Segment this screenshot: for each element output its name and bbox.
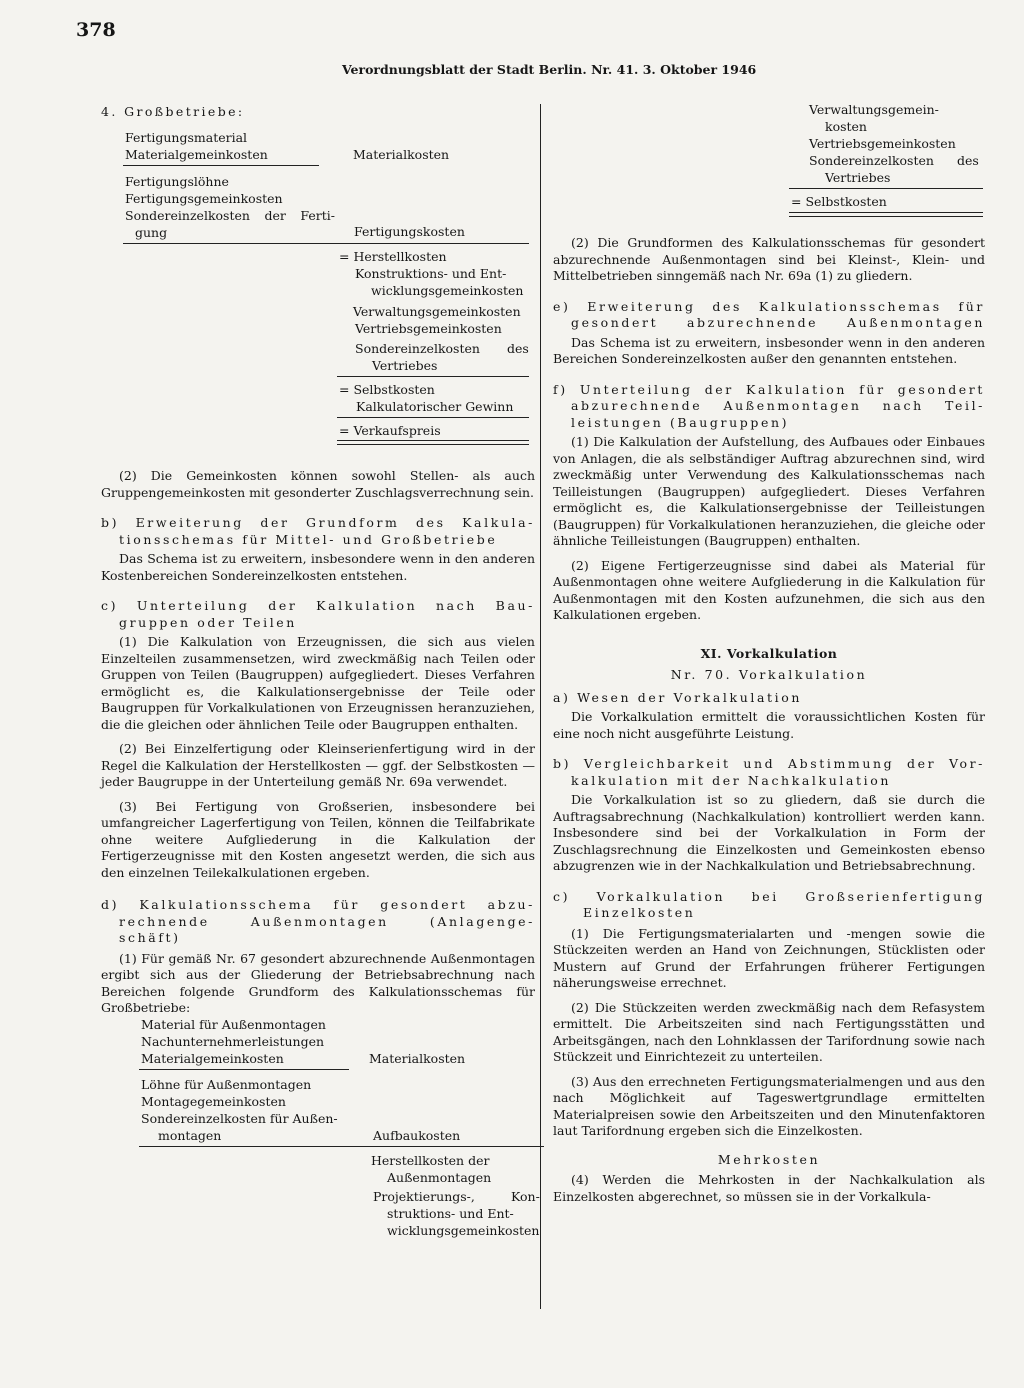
section-heading <box>553 690 985 707</box>
right-column <box>553 99 985 1205</box>
schema-result: Aufbaukosten <box>373 1127 461 1143</box>
schema-line: des <box>507 341 529 356</box>
section-heading <box>553 382 985 432</box>
paragraph: Die Vorkalkulation ermittelt die voraussichtlichen Kosten für eine noch nicht ausgeführte Leistung. <box>553 709 985 741</box>
paragraph: (1) Die Fertigungsmaterialarten und -mengen sowie die Stückzeiten werden an Hand von Zeichnungen, Stücklisten oder Mustern auf Grund der Erfahrungen früherer Fertigungen näherungsweise errechnet. <box>553 925 985 990</box>
heading-line: a) Wesen der Vorkalkulation <box>553 689 802 705</box>
schema-line: Sondereinzelkosten <box>809 153 934 168</box>
paragraph: (3) Bei Fertigung von Großserien, insbesondere bei umfangreicher Lagerfertigung von Teilen, können die Teilfabrikate ohne weitere Aufgliederung in die Kalkulation der Fertigerzeugnisse mit den Kosten angesetzt werden, die sich aus den einzelnen Teilekalkulationen ergeben. <box>101 798 535 880</box>
heading-line: b) Vergleichbarkeit und Abstimmung der Vor- <box>553 756 985 771</box>
schema-heading: 4. Großbetriebe: <box>101 104 245 119</box>
schema-result: Materialkosten <box>353 147 450 162</box>
paragraph: Das Schema ist zu erweitern, insbesondere wenn in den anderen Kostenbereichen Sondereinzelkosten entstehen. <box>101 551 535 583</box>
schema-result: Fertigungskosten <box>354 224 465 239</box>
schema-line: struktions- und Ent- <box>387 1205 514 1221</box>
heading-line: gruppen oder Teilen <box>119 614 297 630</box>
schema-line: Außenmontagen <box>387 1169 492 1185</box>
schema-item: Fertigungsmaterial <box>125 130 248 145</box>
schema-item: Nachunternehmerleistungen <box>141 1033 325 1049</box>
heading-line: schäft) <box>119 930 181 945</box>
schema-line: wicklungsgemeinkosten <box>387 1222 540 1238</box>
heading-line: f) Unterteilung der Kalkulation für gesondert <box>553 381 985 397</box>
schema-line: Vertriebes <box>372 358 438 373</box>
schema-line: wicklungsgemeinkosten <box>371 283 524 298</box>
schema-line: = Herstellkosten <box>339 249 447 264</box>
column-divider <box>540 104 541 1309</box>
sum-line <box>337 376 529 377</box>
double-line <box>789 212 983 217</box>
sum-line <box>123 243 529 244</box>
heading-line: abzurechnende Außenmontagen nach Teil- <box>571 398 985 413</box>
schema-line: des <box>957 153 979 168</box>
paragraph: (2) Eigene Fertigerzeugnisse sind dabei als Material für Außenmontagen ohne weitere Aufgliederung in die Kalkulation für Außenmontagen mit den Kosten aufzunehmen, die sich aus den Kalkulationen ergeben. <box>553 557 985 622</box>
schema-item: montagen <box>158 1127 222 1143</box>
heading-line: rechnende Außenmontagen (Anlagenge- <box>119 913 535 929</box>
schema-item: Löhne für Außenmontagen <box>141 1076 312 1092</box>
heading-line: c) Vorkalkulation bei Großserienfertigung <box>553 888 985 904</box>
sum-line <box>789 188 983 189</box>
section-heading <box>101 897 535 947</box>
schema-line: Kon- <box>511 1188 540 1204</box>
paragraph: Das Schema ist zu erweitern, insbesonder wenn in den anderen Bereichen Sondereinzelkosten außer den genannten entstehen. <box>553 334 985 366</box>
schema-item: Fertigungsgemeinkosten <box>125 191 283 206</box>
heading-line: kalkulation mit der Nachkalkulation <box>571 772 892 788</box>
schema-line: = Selbstkosten <box>791 194 887 209</box>
schema-line: Verwaltungsgemein- <box>809 102 939 117</box>
sum-line <box>139 1146 544 1147</box>
left-column <box>101 104 540 1238</box>
paragraph: (2) Die Grundformen des Kalkulationsschemas für gesondert abzurechnende Außenmontagen sind bei Kleinst-, Klein- und Mittelbetrieben sinngemäß nach Nr. 69a (1) zu gliedern. <box>553 235 985 283</box>
heading-line: d) Kalkulationsschema für gesondert abzu- <box>101 897 535 912</box>
heading-line: Einzelkosten <box>583 905 696 920</box>
sum-line <box>337 417 529 418</box>
schema-continued <box>553 99 985 219</box>
heading-line: e) Erweiterung des Kalkulationsschemas für <box>553 298 985 314</box>
schema-line: Sondereinzelkosten <box>355 341 480 356</box>
section-heading <box>553 889 985 922</box>
page-number: 378 <box>76 19 116 41</box>
chapter-title: XI. Vorkalkulation <box>700 645 838 661</box>
schema-line: Vertriebes <box>825 170 891 185</box>
schema-item: Fertigungslöhne <box>125 174 229 189</box>
schema-line: Vertriebsgemeinkosten <box>355 321 502 336</box>
paragraph: (1) Für gemäß Nr. 67 gesondert abzurechnende Außenmontagen ergibt sich aus der Gliederung der Betriebsabrechnung nach Bereichen folgende Grundform des Kalkulationsschemas für Großbetriebe: <box>101 950 535 1015</box>
heading-line: gesondert abzurechnende Außenmontagen <box>571 315 985 330</box>
schema-line: Konstruktions- und Ent- <box>355 266 507 281</box>
schema-item: Material für Außenmontagen <box>141 1016 326 1032</box>
paragraph: (2) Die Gemeinkosten können sowohl Stellen- als auch Gruppengemeinkosten mit gesonderter Zuschlagsverrechnung sein. <box>101 468 535 500</box>
schema-item: Materialgemeinkosten <box>125 147 268 162</box>
sum-line <box>139 1069 349 1070</box>
section-heading <box>101 598 535 631</box>
sum-line <box>123 165 319 166</box>
heading-line: c) Unterteilung der Kalkulation nach Bau- <box>101 598 535 613</box>
running-head: Verordnungsblatt der Stadt Berlin. Nr. 41. 3. Oktober 1946 <box>342 62 757 77</box>
paragraph: (3) Aus den errechneten Fertigungsmaterialmengen und aus den nach Möglichkeit auf Tageswertgrundlage ermittelten Materialpreisen sowie den Arbeitszeiten und den Minutenfaktoren laut Tarifordnung ergeben sich die Einzelkosten. <box>553 1073 985 1138</box>
section-heading <box>553 756 985 789</box>
schema-line: Verwaltungsgemeinkosten <box>353 304 521 319</box>
schema-line: = Selbstkosten <box>339 382 435 397</box>
double-line <box>337 440 529 445</box>
schema-line: kosten <box>825 119 867 134</box>
section-heading <box>553 299 985 332</box>
schema-item: Materialgemeinkosten <box>141 1050 284 1066</box>
heading-line: b) Erweiterung der Grundform des Kalkula- <box>101 515 535 530</box>
schema-item: Montagegemeinkosten <box>141 1093 286 1109</box>
schema-line: Kalkulatorischer Gewinn <box>356 399 514 414</box>
schema-result: Materialkosten <box>369 1050 466 1066</box>
schema-line: Herstellkosten der <box>371 1152 490 1168</box>
paragraph: (2) Bei Einzelfertigung oder Kleinserienfertigung wird in der Regel die Kalkulation der Herstellkosten — ggf. der Selbstkosten — jeder Baugruppe in der Unterteilung gemäß Nr. 69a verwendet. <box>101 741 535 789</box>
schema-item: gung <box>135 225 168 240</box>
schema-aussenmontagen <box>101 1016 540 1238</box>
schema-item: Sondereinzelkosten der Ferti- <box>125 208 335 223</box>
paragraph: (1) Die Kalkulation der Aufstellung, des Aufbaues oder Einbaues von Anlagen, die als selbständiger Auftrag abzurechnen sind, wird zweckmäßig unter Verwendung des Kalkulationsschemas nach Teilleistungen (Baugruppen) aufgegliedert. Dieses Verfahren ermöglicht es, die Kalkulationsergebnisse der Teilleistungen (Baugruppen) für Vorkalkulationen heranzuziehen, die gleiche oder ähnliche Teilleistungen (Baugruppen) enthalten. <box>553 434 985 548</box>
paragraph: (2) Die Stückzeiten werden zweckmäßig nach dem Refasystem ermittelt. Die Arbeitszeiten sind nach Fertigungsstätten und Arbeitsgängen, nach den Lohnklassen der Tarifordnung sowie nach Stückzeit und Einrichtezeit zu unterteilen. <box>553 999 985 1064</box>
schema-line: Vertriebsgemeinkosten <box>809 136 956 151</box>
heading-line: tionsschemas für Mittel- und Großbetriebe <box>119 531 498 547</box>
schema-item: Sondereinzelkosten für Außen- <box>141 1110 338 1126</box>
schema-line: = Verkaufspreis <box>339 423 441 438</box>
schema-grossbetriebe <box>101 104 535 440</box>
paragraph: Die Vorkalkulation ist so zu gliedern, daß sie durch die Auftragsabrechnung (Nachkalkulation) kontrolliert werden kann. Insbesondere sind bei der Vorkalkulation in Form der Zuschlagsrechnung die Einzelkosten und Gemeinkosten ebenso abzugrenzen wie in der Nachkalkulation und Betriebsabrechnung. <box>553 792 985 873</box>
subheading: Mehrkosten <box>717 1151 821 1167</box>
schema-line: Projektierungs-, <box>373 1188 475 1204</box>
paragraph: (1) Die Kalkulation von Erzeugnissen, die sich aus vielen Einzelteilen zusammensetzen, wird zweckmäßig nach Teilen oder Gruppen von Teilen (Baugruppen) aufgegliedert. Dieses Verfahren ermöglicht es, die Kalkulationsergebnisse der Teile oder Baugruppen für Vorkalkulationen von Erzeugnissen heranzuziehen, die die gleichen oder ähnlichen Teile oder Baugruppen enthalten. <box>101 634 535 732</box>
heading-line: leistungen (Baugruppen) <box>571 414 790 430</box>
section-heading <box>101 515 535 548</box>
paragraph: (4) Werden die Mehrkosten in der Nachkalkulation als Einzelkosten abgerechnet, so müssen sie in der Vorkalkula- <box>553 1172 985 1204</box>
section-title: Nr. 70. Vorkalkulation <box>670 667 868 682</box>
